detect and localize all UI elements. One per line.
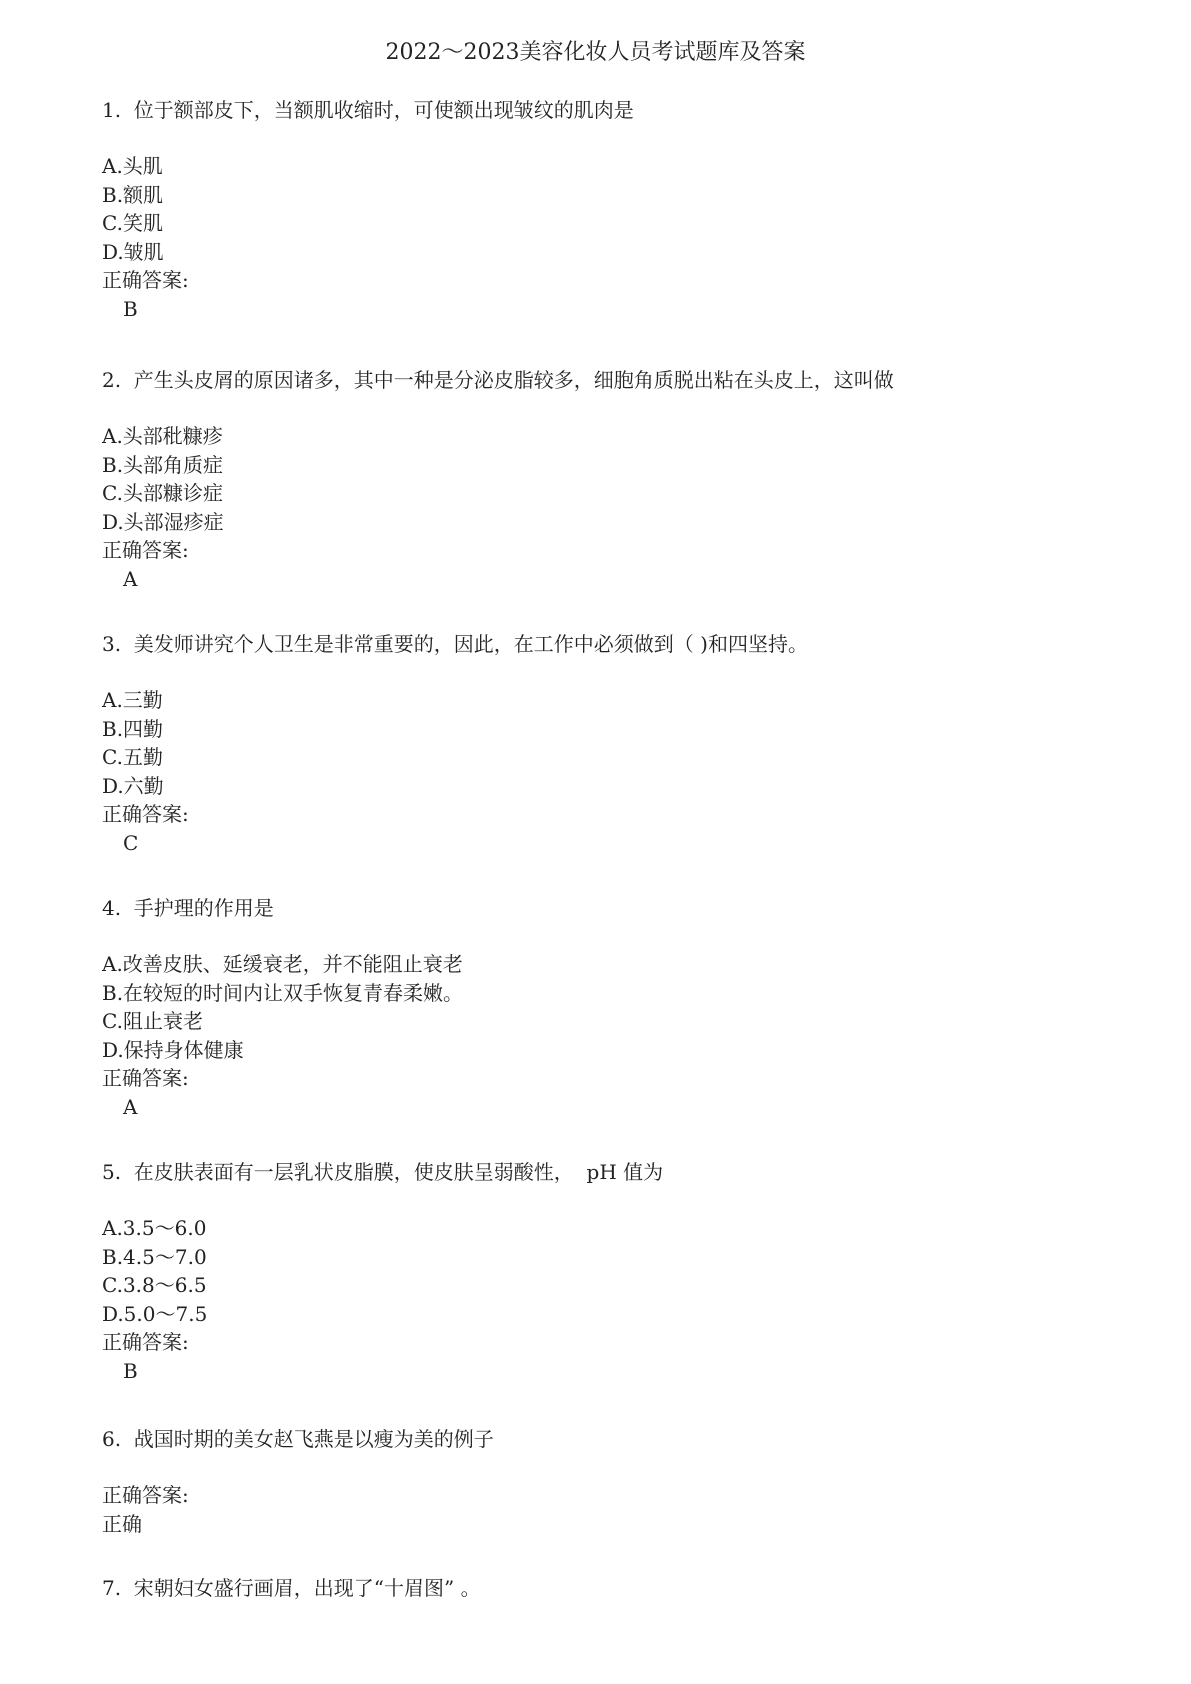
option-b: B.在较短的时间内让双手恢复青春柔嫩。	[102, 980, 464, 1005]
answer-value: B	[123, 296, 138, 321]
answer-label: 正确答案:	[102, 1483, 189, 1507]
question-text: 5. 在皮肤表面有一层乳状皮脂膜，使皮肤呈弱酸性， pH 值为	[102, 1160, 664, 1184]
option-a: A.头部秕糠疹	[102, 424, 223, 448]
question-7	[102, 1574, 1102, 1630]
option-c: C.笑肌	[102, 211, 163, 235]
question-5	[102, 1158, 1102, 1385]
option-d: D.六勤	[102, 773, 164, 798]
question-text: 7. 宋朝妇女盛行画眉，出现了“十眉图” 。	[102, 1576, 481, 1600]
option-c: C.阻止衰老	[102, 1009, 203, 1033]
question-3	[102, 630, 1102, 857]
answer-label: 正确答案:	[102, 538, 189, 562]
answer-value: A	[123, 1094, 138, 1119]
option-c: C.3.8～6.5	[102, 1273, 207, 1297]
question-text: 3. 美发师讲究个人卫生是非常重要的，因此，在工作中必须做到（ )和四坚持。	[102, 632, 808, 656]
answer-value: A	[123, 566, 138, 591]
option-a: A.改善皮肤、延缓衰老，并不能阻止衰老	[102, 952, 463, 976]
option-d: D.皱肌	[102, 239, 164, 264]
option-c: C.头部糠诊症	[102, 481, 223, 505]
option-b: B.四勤	[102, 716, 164, 741]
question-text: 1. 位于额部皮下，当额肌收缩时，可使额出现皱纹的肌肉是	[102, 98, 634, 122]
option-b: B.4.5～7.0	[102, 1244, 207, 1269]
question-text: 4. 手护理的作用是	[102, 896, 274, 920]
option-c: C.五勤	[102, 745, 163, 769]
page-title: 2022～2023美容化妆人员考试题库及答案	[385, 40, 806, 65]
question-4	[102, 894, 1102, 1121]
option-b: B.头部角质症	[102, 452, 224, 477]
answer-value: B	[123, 1358, 138, 1383]
option-b: B.额肌	[102, 182, 164, 207]
answer-label: 正确答案:	[102, 1066, 189, 1090]
option-d: D.5.0～7.5	[102, 1301, 208, 1326]
answer-label: 正确答案:	[102, 268, 189, 292]
option-d: D.头部湿疹症	[102, 509, 224, 534]
option-d: D.保持身体健康	[102, 1037, 244, 1062]
question-text: 6. 战国时期的美女赵飞燕是以瘦为美的例子	[102, 1427, 494, 1451]
option-a: A.三勤	[102, 688, 163, 712]
question-text: 2. 产生头皮屑的原因诸多，其中一种是分泌皮脂较多，细胞角质脱出粘在头皮上，这叫做	[102, 368, 894, 392]
answer-label: 正确答案:	[102, 802, 189, 826]
option-a: A.头肌	[102, 154, 163, 178]
option-a: A.3.5～6.0	[102, 1216, 207, 1240]
question-2	[102, 366, 1102, 593]
answer-label: 正确答案:	[102, 1330, 189, 1354]
question-6	[102, 1425, 1102, 1538]
answer-value: C	[123, 830, 139, 855]
question-1	[102, 96, 1102, 323]
answer-value: 正确	[102, 1511, 142, 1536]
